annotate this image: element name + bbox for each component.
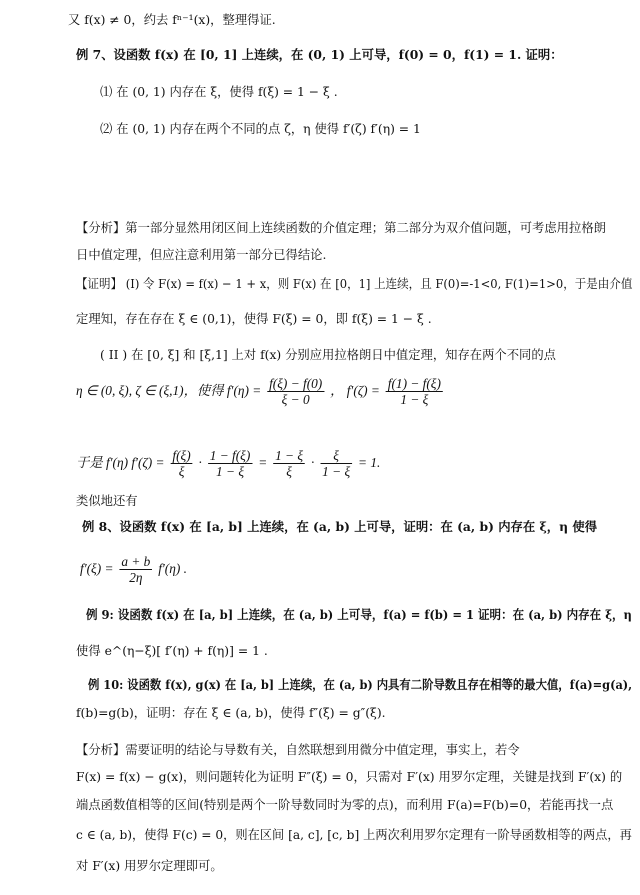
example-10-line-2: f(b)=g(b)，证明：存在 ξ ∈ (a, b)，使得 f″(ξ) = g″(ξ). xyxy=(76,705,386,720)
denominator: 2η xyxy=(129,570,143,585)
fraction xyxy=(170,448,192,479)
formula-text: f′(η) . xyxy=(158,561,187,576)
analysis-2-line-5: 对 F′(x) 用罗尔定理即可。 xyxy=(76,858,223,873)
numerator: f(ξ) xyxy=(172,448,191,463)
formula-text: η ∈ (0, ξ), ζ ∈ (ξ,1)，使得 f′(η) = xyxy=(76,383,262,398)
proof-part-2-line: ( II ) 在 [0, ξ] 和 [ξ,1] 上对 f(x) 分别应用拉格朗日中值定理，知存在两个不同的点 xyxy=(100,347,556,362)
denominator: ξ − 0 xyxy=(281,392,310,407)
analysis-line-1: 【分析】第一部分显然用闭区间上连续函数的介值定理；第二部分为双介值问题，可考虑用拉格朗 xyxy=(76,220,606,235)
product-formula-line xyxy=(76,446,632,480)
fraction xyxy=(119,554,152,585)
fraction xyxy=(386,376,443,407)
example-7-part-2: ⑵ 在 (0, 1) 内存在两个不同的点 ζ，η 使得 f′(ζ) f′(η) = 1 xyxy=(100,121,421,136)
analysis-line-2: 日中值定理，但应注意利用第一部分已得结论. xyxy=(76,247,327,262)
example-9-formula: 使得 e^(η−ξ)[ f′(η) + f(η)] = 1 . xyxy=(76,643,268,658)
numerator: f(ξ) − f(0) xyxy=(269,376,323,391)
equals-sign: = xyxy=(258,455,268,470)
formula-text: f′(ξ) = xyxy=(80,561,114,576)
numerator: f(1) − f(ξ) xyxy=(387,376,441,391)
analysis-2-line-2: F(x) = f(x) − g(x)，则问题转化为证明 F″(ξ) = 0，只需对 F′(x) 用罗尔定理，关键是找到 F′(x) 的 xyxy=(76,769,623,784)
numerator: ξ xyxy=(320,448,352,464)
denominator: ξ xyxy=(286,464,292,479)
text-line-1: 又 f(x) ≠ 0，约去 fⁿ⁻¹(x)，整理得证. xyxy=(68,12,276,27)
denominator: 1 − ξ xyxy=(400,392,429,407)
denominator: 1 − ξ xyxy=(322,464,351,479)
formula-text: ， f′(ζ) = xyxy=(330,383,380,398)
example-7-part-1: ⑴ 在 (0, 1) 内存在 ξ，使得 f(ξ) = 1 − ξ . xyxy=(100,84,338,99)
fraction xyxy=(267,376,324,407)
example-7-heading: 例 7、设函数 f(x) 在 [0, 1] 上连续，在 (0, 1) 上可导，f(0) = 0，f(1) = 1. 证明： xyxy=(76,47,563,62)
analysis-2-line-4: c ∈ (a, b)，使得 F(c) = 0，则在区间 [a, c], [c, b] 上两次利用罗尔定理有一阶导函数相等的两点，再 xyxy=(76,827,632,842)
analysis-2-line-1: 【分析】需要证明的结论与导数有关，自然联想到用微分中值定理，事实上，若令 xyxy=(76,742,520,757)
fraction xyxy=(208,448,253,479)
dot-operator: · xyxy=(198,455,202,470)
example-8-heading: 例 8、设函数 f(x) 在 [a, b] 上连续，在 (a, b) 上可导，证明：在 (a, b) 内存在 ξ，η 使得 xyxy=(82,519,598,534)
dot-operator: · xyxy=(310,455,315,470)
denominator: 1 − ξ xyxy=(216,464,245,479)
fraction xyxy=(273,448,305,479)
proof-line-2: 定理知，存在存在 ξ ∈ (0,1)，使得 F(ξ) = 0，即 f(ξ) = 1 − ξ . xyxy=(76,311,432,326)
analysis-2-line-3: 端点函数值相等的区间(特别是两个一阶导数同时为零的点)，而利用 F(a)=F(b)=0，若能再找一点 xyxy=(76,797,614,812)
similar-text: 类似地还有 xyxy=(76,493,138,508)
lagrange-formula-line xyxy=(76,374,632,408)
example-8-formula xyxy=(80,552,632,586)
example-10-heading: 例 10: 设函数 f(x), g(x) 在 [a, b] 上连续，在 (a, b) 内具有二阶导数且存在相等的最大值，f(a)=g(a), xyxy=(88,677,633,692)
fraction xyxy=(320,448,352,479)
formula-text: 于是 f′(η) f′(ζ) = xyxy=(76,455,165,470)
proof-line-1: 【证明】 (I) 令 F(x) = f(x) − 1 + x，则 F(x) 在 [0，1] 上连续，且 F(0)=-1<0, F(1)=1>0，于是由介值 xyxy=(76,276,633,291)
denominator: ξ xyxy=(178,464,185,479)
formula-text: = 1. xyxy=(358,455,381,470)
numerator: 1 − ξ xyxy=(275,448,304,463)
numerator: a + b xyxy=(121,554,151,569)
numerator: 1 − f(ξ) xyxy=(209,448,251,463)
example-9-heading: 例 9: 设函数 f(x) 在 [a, b] 上连续，在 (a, b) 上可导，f(a) = f(b) = 1 证明：在 (a, b) 内存在 ξ，η xyxy=(86,607,632,622)
